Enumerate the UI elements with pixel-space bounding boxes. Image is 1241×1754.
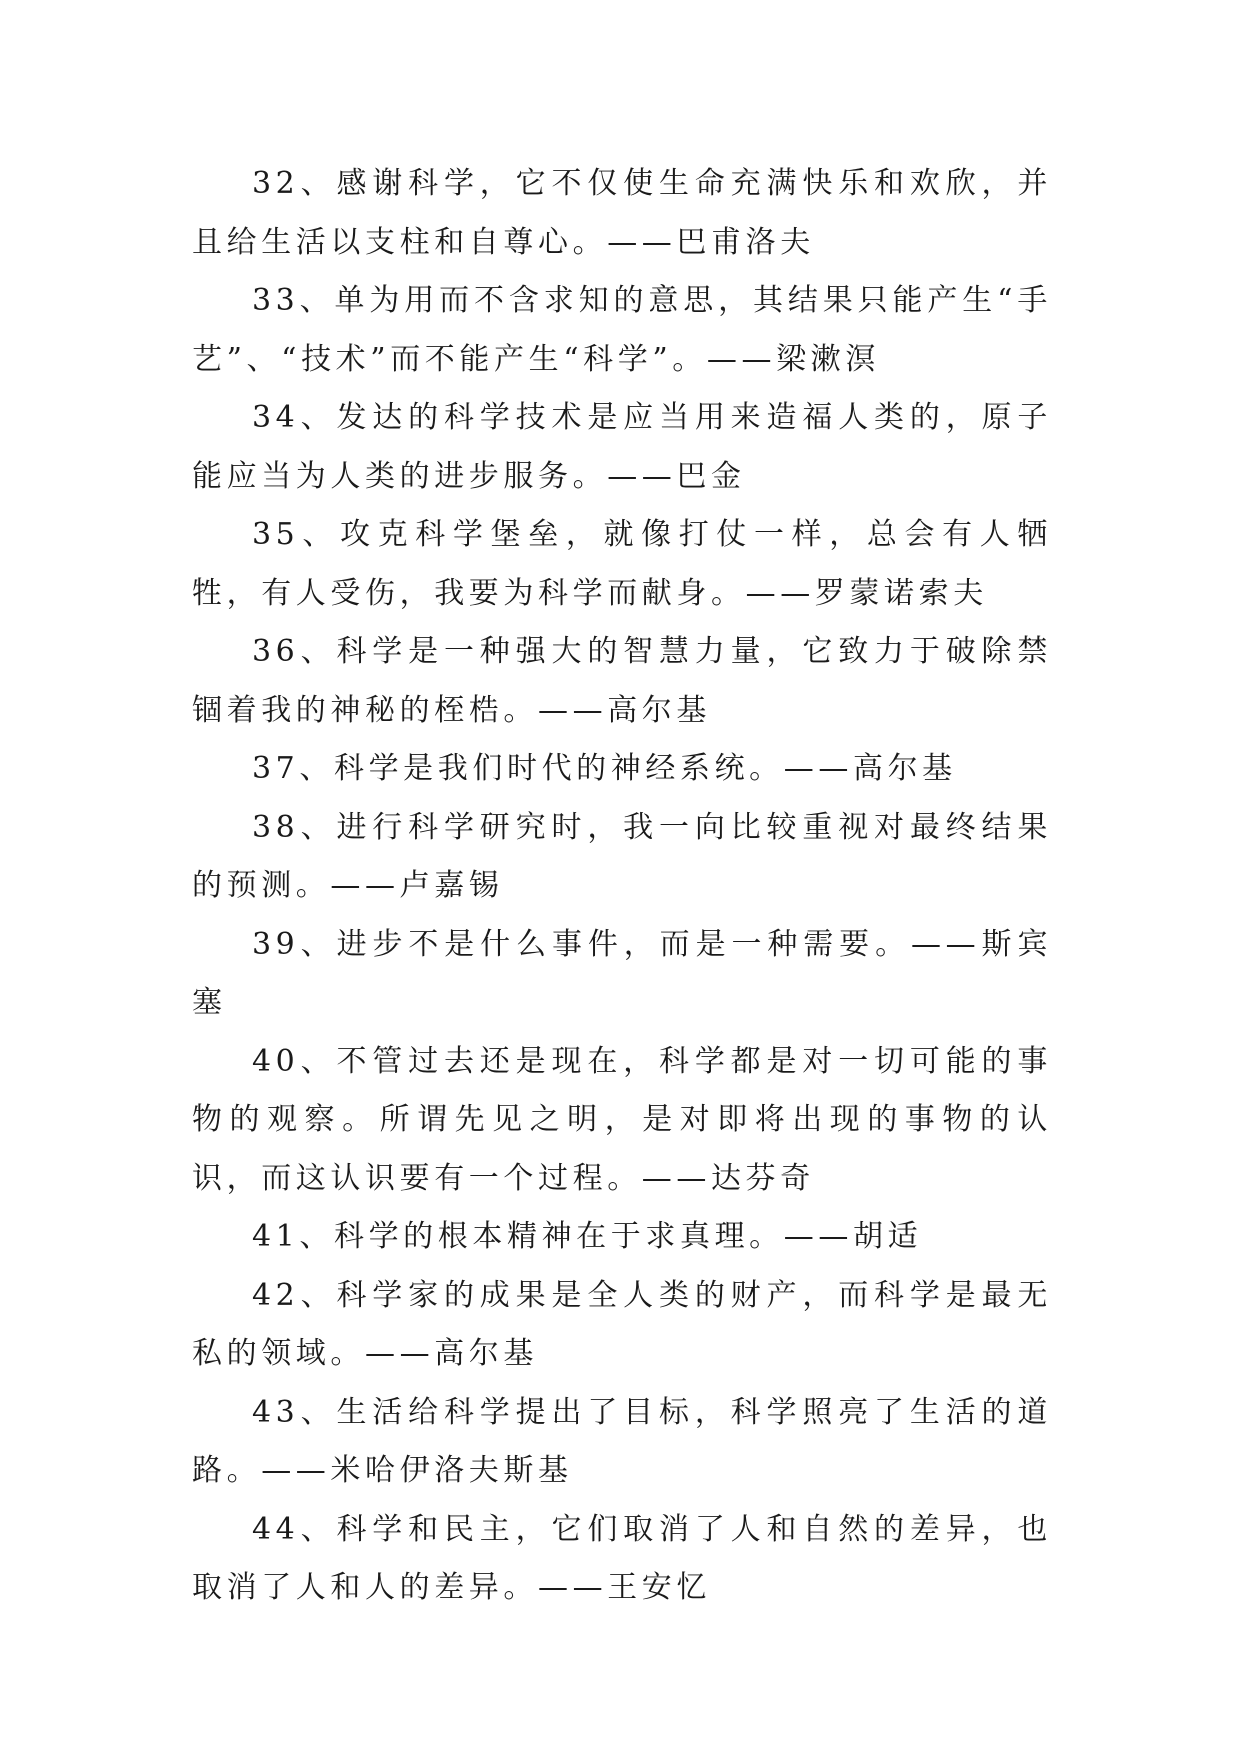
quote-40: 40、不管过去还是现在，科学都是对一切可能的事物的观察。所谓先见之明，是对即将出现的事物的认识，而这认识要有一个过程。——达芬奇 <box>192 1043 1052 1196</box>
quote-32: 32、感谢科学，它不仅使生命充满快乐和欢欣，并且给生活以支柱和自尊心。——巴甫洛夫 <box>192 166 1052 260</box>
quote-36: 36、科学是一种强大的智慧力量，它致力于破除禁锢着我的神秘的桎梏。——高尔基 <box>192 634 1052 728</box>
quote-33: 33、单为用而不含求知的意思，其结果只能产生“手艺”、“技术”而不能产生“科学”。——梁漱溟 <box>192 283 1052 377</box>
quote-35: 35、攻克科学堡垒，就像打仗一样，总会有人牺牲，有人受伤，我要为科学而献身。——罗蒙诺索夫 <box>192 517 1052 611</box>
quote-43: 43、生活给科学提出了目标，科学照亮了生活的道路。——米哈伊洛夫斯基 <box>192 1394 1052 1488</box>
quote-41: 41、科学的根本精神在于求真理。——胡适 <box>252 1219 923 1254</box>
quote-39: 39、进步不是什么事件，而是一种需要。——斯宾塞 <box>192 926 1052 1020</box>
quote-list <box>192 155 1052 1618</box>
quote-42: 42、科学家的成果是全人类的财产，而科学是最无私的领域。——高尔基 <box>192 1277 1052 1371</box>
quote-44: 44、科学和民主，它们取消了人和自然的差异，也取消了人和人的差异。——王安忆 <box>192 1511 1052 1605</box>
quote-38: 38、进行科学研究时，我一向比较重视对最终结果的预测。——卢嘉锡 <box>192 809 1052 903</box>
quote-37: 37、科学是我们时代的神经系统。——高尔基 <box>252 751 957 786</box>
quote-34: 34、发达的科学技术是应当用来造福人类的，原子能应当为人类的进步服务。——巴金 <box>192 400 1052 494</box>
